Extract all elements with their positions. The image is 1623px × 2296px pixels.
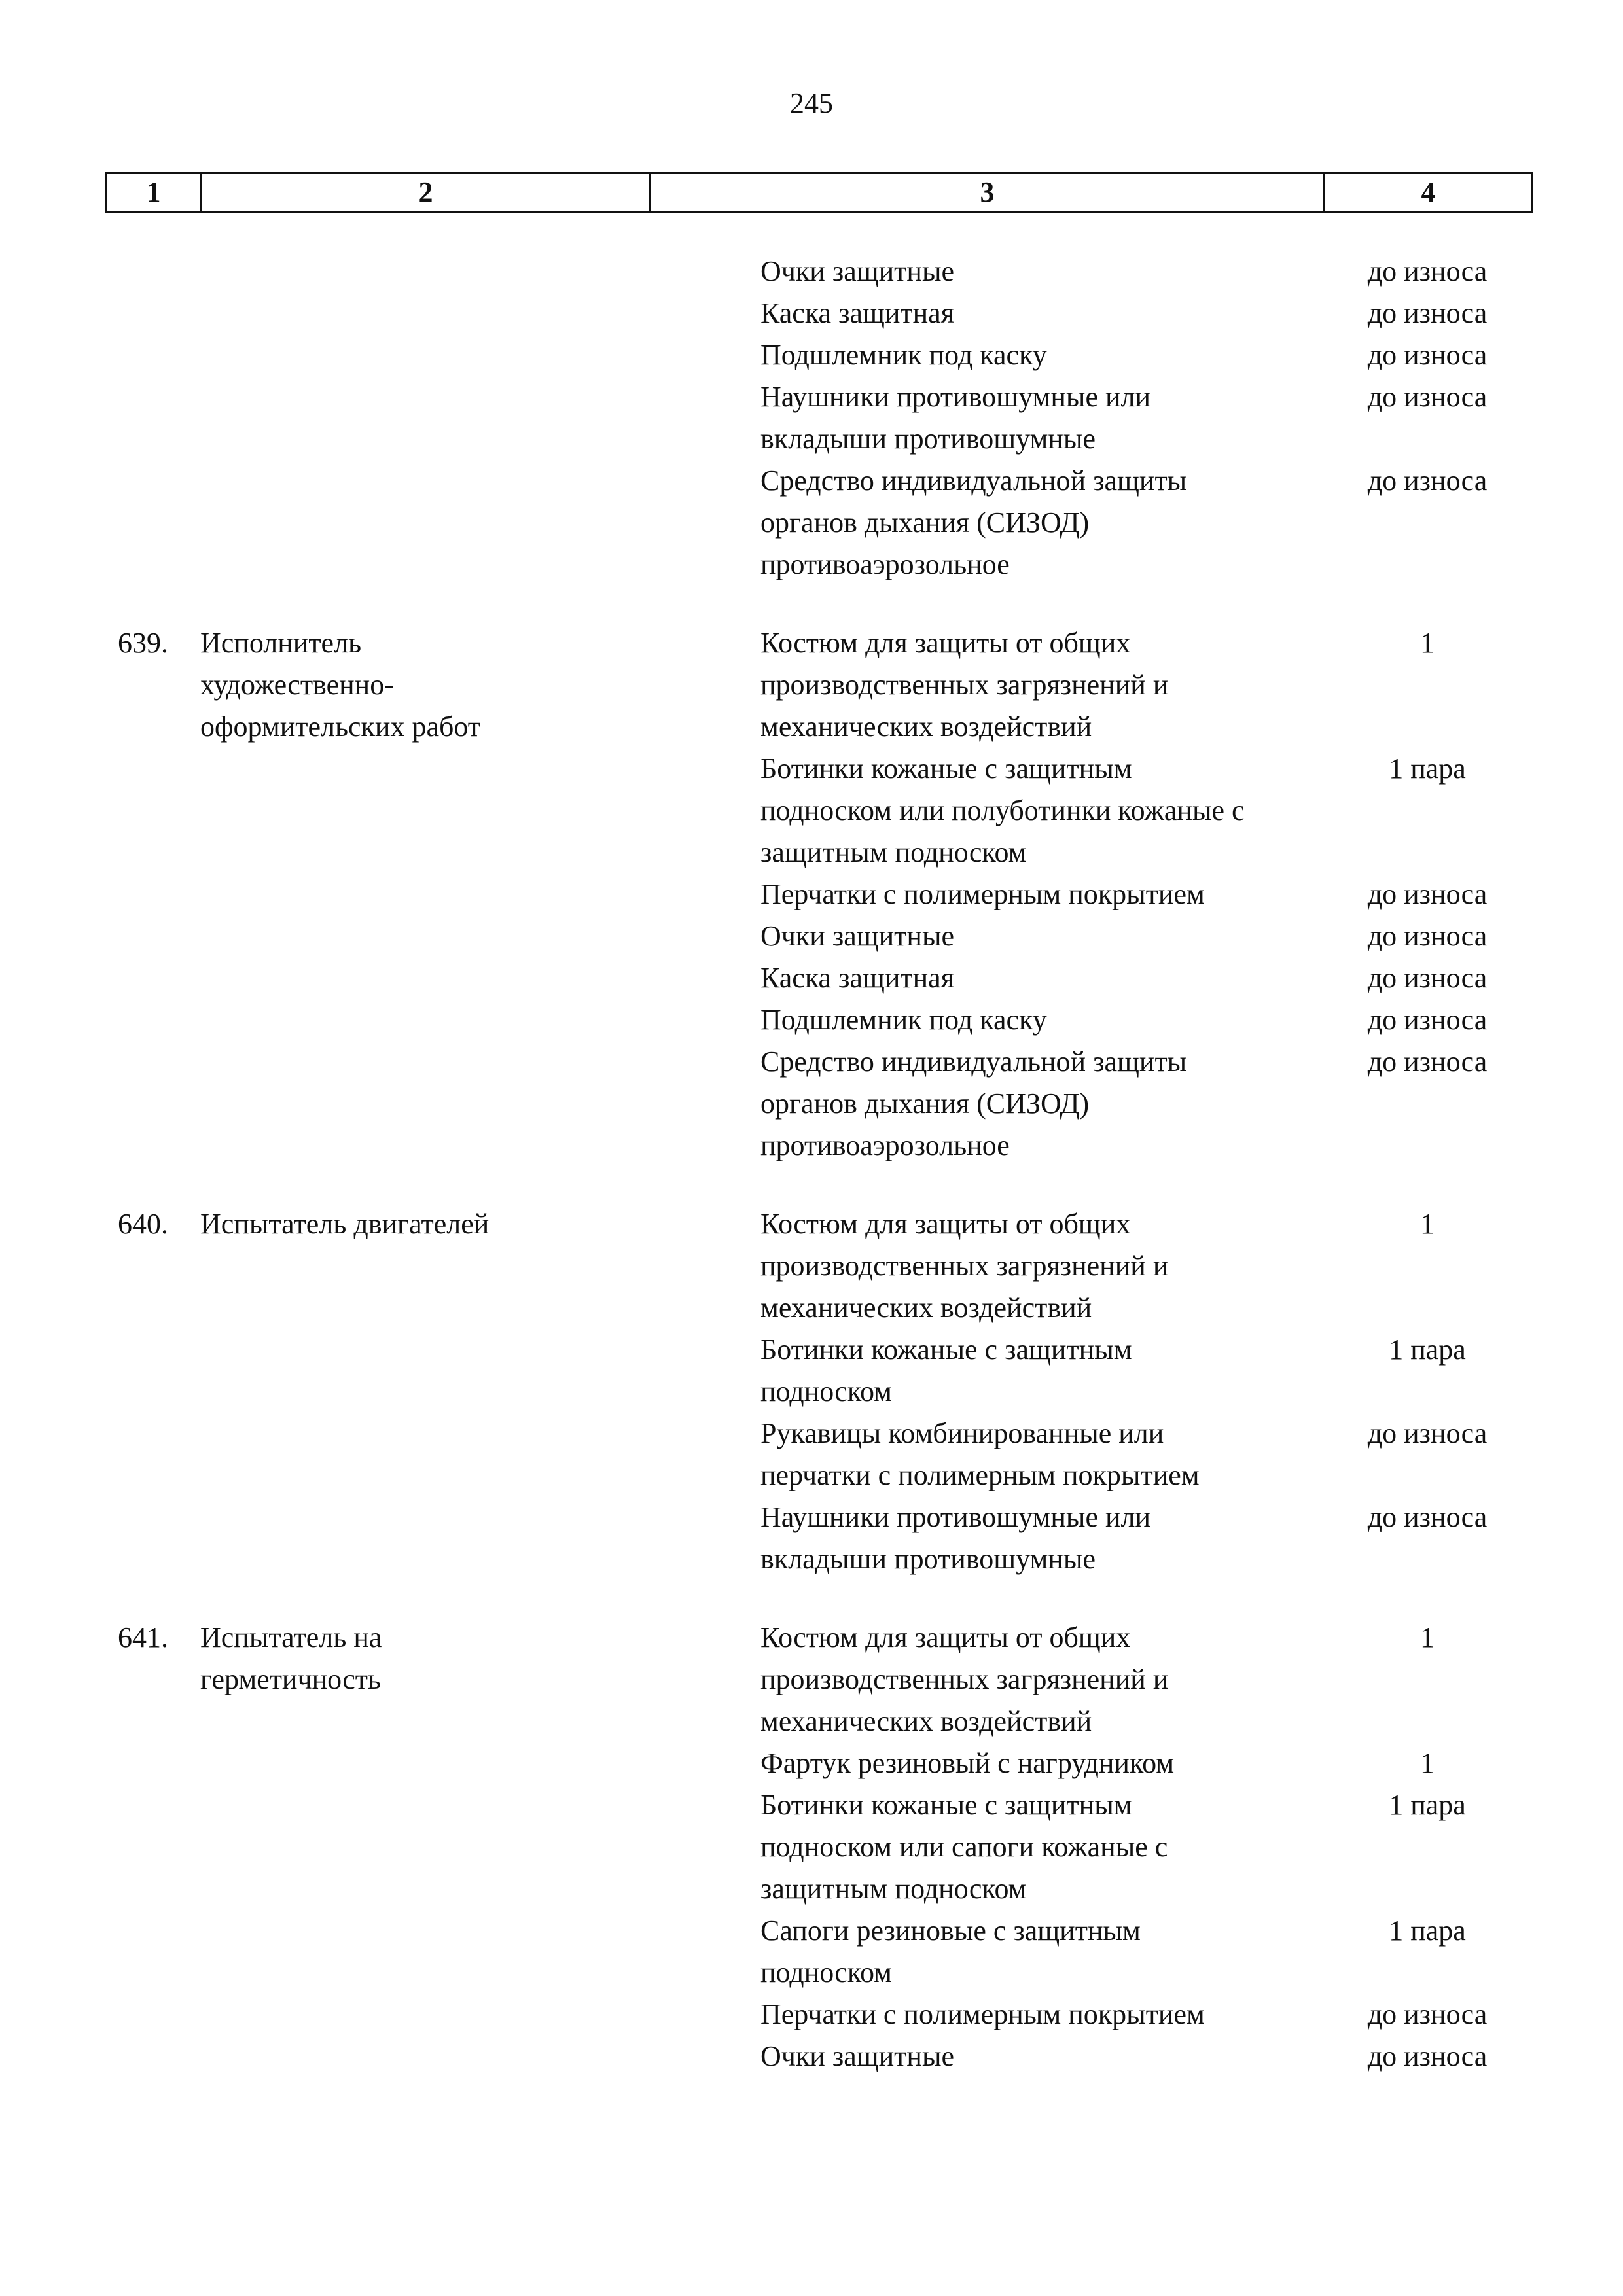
ppe-item-norm: до износа <box>1367 1046 1488 1078</box>
ppe-item-name: Перчатки с полимерным покрытием <box>760 1998 1205 2030</box>
ppe-item-norm: 1 пара <box>1389 1789 1466 1821</box>
ppe-item-norm: до износа <box>1367 1998 1488 2030</box>
ppe-item <box>649 1617 1531 1742</box>
ppe-items <box>649 251 1531 586</box>
ppe-item-name: Подшлемник под каску <box>760 339 1047 371</box>
ppe-item <box>649 915 1531 957</box>
ppe-item <box>649 999 1531 1041</box>
ppe-item-name: Средство индивидуальной защиты органов дыхания (СИЗОД) противоаэрозольное <box>760 465 1187 580</box>
ppe-item-norm: до износа <box>1367 381 1488 413</box>
ppe-item-name: Фартук резиновый с нагрудником <box>760 1747 1175 1779</box>
ppe-item-norm: до износа <box>1367 878 1488 910</box>
ppe-item-name: Каска защитная <box>760 297 954 329</box>
ppe-item <box>649 1994 1531 2036</box>
ppe-item <box>649 1041 1531 1167</box>
ppe-item <box>649 874 1531 915</box>
ppe-item <box>649 460 1531 586</box>
entry-row <box>105 1203 1531 1580</box>
ppe-item <box>649 334 1531 376</box>
column-header-2: 2 <box>202 173 651 212</box>
ppe-item <box>649 1413 1531 1496</box>
ppe-item-name: Ботинки кожаные с защитным подноском <box>760 1333 1132 1407</box>
ppe-item <box>649 1910 1531 1994</box>
ppe-item <box>649 1496 1531 1580</box>
page-number: 245 <box>790 87 833 119</box>
ppe-item-name: Костюм для защиты от общих производственных загрязнений и механических воздействий <box>760 1621 1169 1737</box>
ppe-item-norm: до износа <box>1367 297 1488 329</box>
ppe-item-norm: до износа <box>1367 255 1488 287</box>
entry <box>105 1617 1531 2077</box>
column-header-4: 4 <box>1325 173 1533 212</box>
ppe-item-norm: 1 <box>1420 627 1435 659</box>
entry-number: 639. <box>118 627 168 659</box>
ppe-item <box>649 1329 1531 1413</box>
entry <box>105 622 1531 1167</box>
entry-number: 641. <box>118 1621 168 1653</box>
ppe-item-name: Перчатки с полимерным покрытием <box>760 878 1205 910</box>
ppe-item-name: Ботинки кожаные с защитным подноском или полуботинки кожаные с защитным подноском <box>760 752 1245 868</box>
ppe-item <box>649 622 1531 748</box>
ppe-item-norm: 1 пара <box>1389 1915 1466 1947</box>
ppe-item <box>649 1742 1531 1784</box>
ppe-items <box>649 1203 1531 1580</box>
entry-row <box>105 1617 1531 2077</box>
ppe-item-name: Костюм для защиты от общих производственных загрязнений и механических воздействий <box>760 1208 1169 1324</box>
ppe-item-name: Подшлемник под каску <box>760 1004 1047 1036</box>
ppe-item <box>649 1203 1531 1329</box>
ppe-item <box>649 2036 1531 2077</box>
ppe-item-norm: 1 пара <box>1389 752 1466 785</box>
ppe-item-norm: до износа <box>1367 1501 1488 1533</box>
column-header-1: 1 <box>106 173 202 212</box>
ppe-item-name: Наушники противошумные или вкладыши противошумные <box>760 1501 1151 1575</box>
entry-row <box>105 622 1531 1167</box>
ppe-item-norm: 1 <box>1420 1208 1435 1240</box>
ppe-item <box>649 376 1531 460</box>
ppe-item-norm: до износа <box>1367 920 1488 952</box>
ppe-items <box>649 1617 1531 2077</box>
ppe-item <box>649 251 1531 292</box>
entry-profession: Испытатель двигателей <box>200 1208 490 1240</box>
entry <box>105 1203 1531 1580</box>
ppe-item-norm: 1 пара <box>1389 1333 1466 1366</box>
ppe-item-norm: до износа <box>1367 1417 1488 1449</box>
ppe-item <box>649 1784 1531 1910</box>
column-header-row <box>106 173 1533 212</box>
ppe-item-name: Костюм для защиты от общих производственных загрязнений и механических воздействий <box>760 627 1169 743</box>
ppe-item <box>649 957 1531 999</box>
entry <box>105 251 1531 586</box>
ppe-item-name: Каска защитная <box>760 962 954 994</box>
ppe-item-name: Средство индивидуальной защиты органов дыхания (СИЗОД) противоаэрозольное <box>760 1046 1187 1161</box>
entry-profession <box>200 251 649 586</box>
column-header-3: 3 <box>651 173 1325 212</box>
ppe-item-norm: до износа <box>1367 1004 1488 1036</box>
ppe-item-name: Очки защитные <box>760 255 955 287</box>
entry-number: 640. <box>118 1208 168 1240</box>
ppe-item-name: Очки защитные <box>760 2040 955 2072</box>
ppe-item-norm: до износа <box>1367 962 1488 994</box>
ppe-item-name: Очки защитные <box>760 920 955 952</box>
column-header-table <box>105 172 1533 213</box>
ppe-items <box>649 622 1531 1167</box>
ppe-item-norm: 1 <box>1420 1621 1435 1653</box>
ppe-item-name: Рукавицы комбинированные или перчатки с полимерным покрытием <box>760 1417 1200 1491</box>
entries-list <box>105 251 1531 2114</box>
ppe-item-norm: до износа <box>1367 2040 1488 2072</box>
entry-profession: Исполнитель художественно- оформительских работ <box>200 627 481 743</box>
entry-number <box>105 251 200 586</box>
ppe-item-norm: до износа <box>1367 465 1488 497</box>
entry-row <box>105 251 1531 586</box>
entry-profession: Испытатель на герметичность <box>200 1621 382 1695</box>
ppe-item-name: Наушники противошумные или вкладыши противошумные <box>760 381 1151 455</box>
ppe-item-name: Сапоги резиновые с защитным подноском <box>760 1915 1141 1988</box>
ppe-item-name: Ботинки кожаные с защитным подноском или сапоги кожаные с защитным подноском <box>760 1789 1168 1905</box>
ppe-item-norm: до износа <box>1367 339 1488 371</box>
ppe-item <box>649 748 1531 874</box>
ppe-item-norm: 1 <box>1420 1747 1435 1779</box>
ppe-item <box>649 292 1531 334</box>
